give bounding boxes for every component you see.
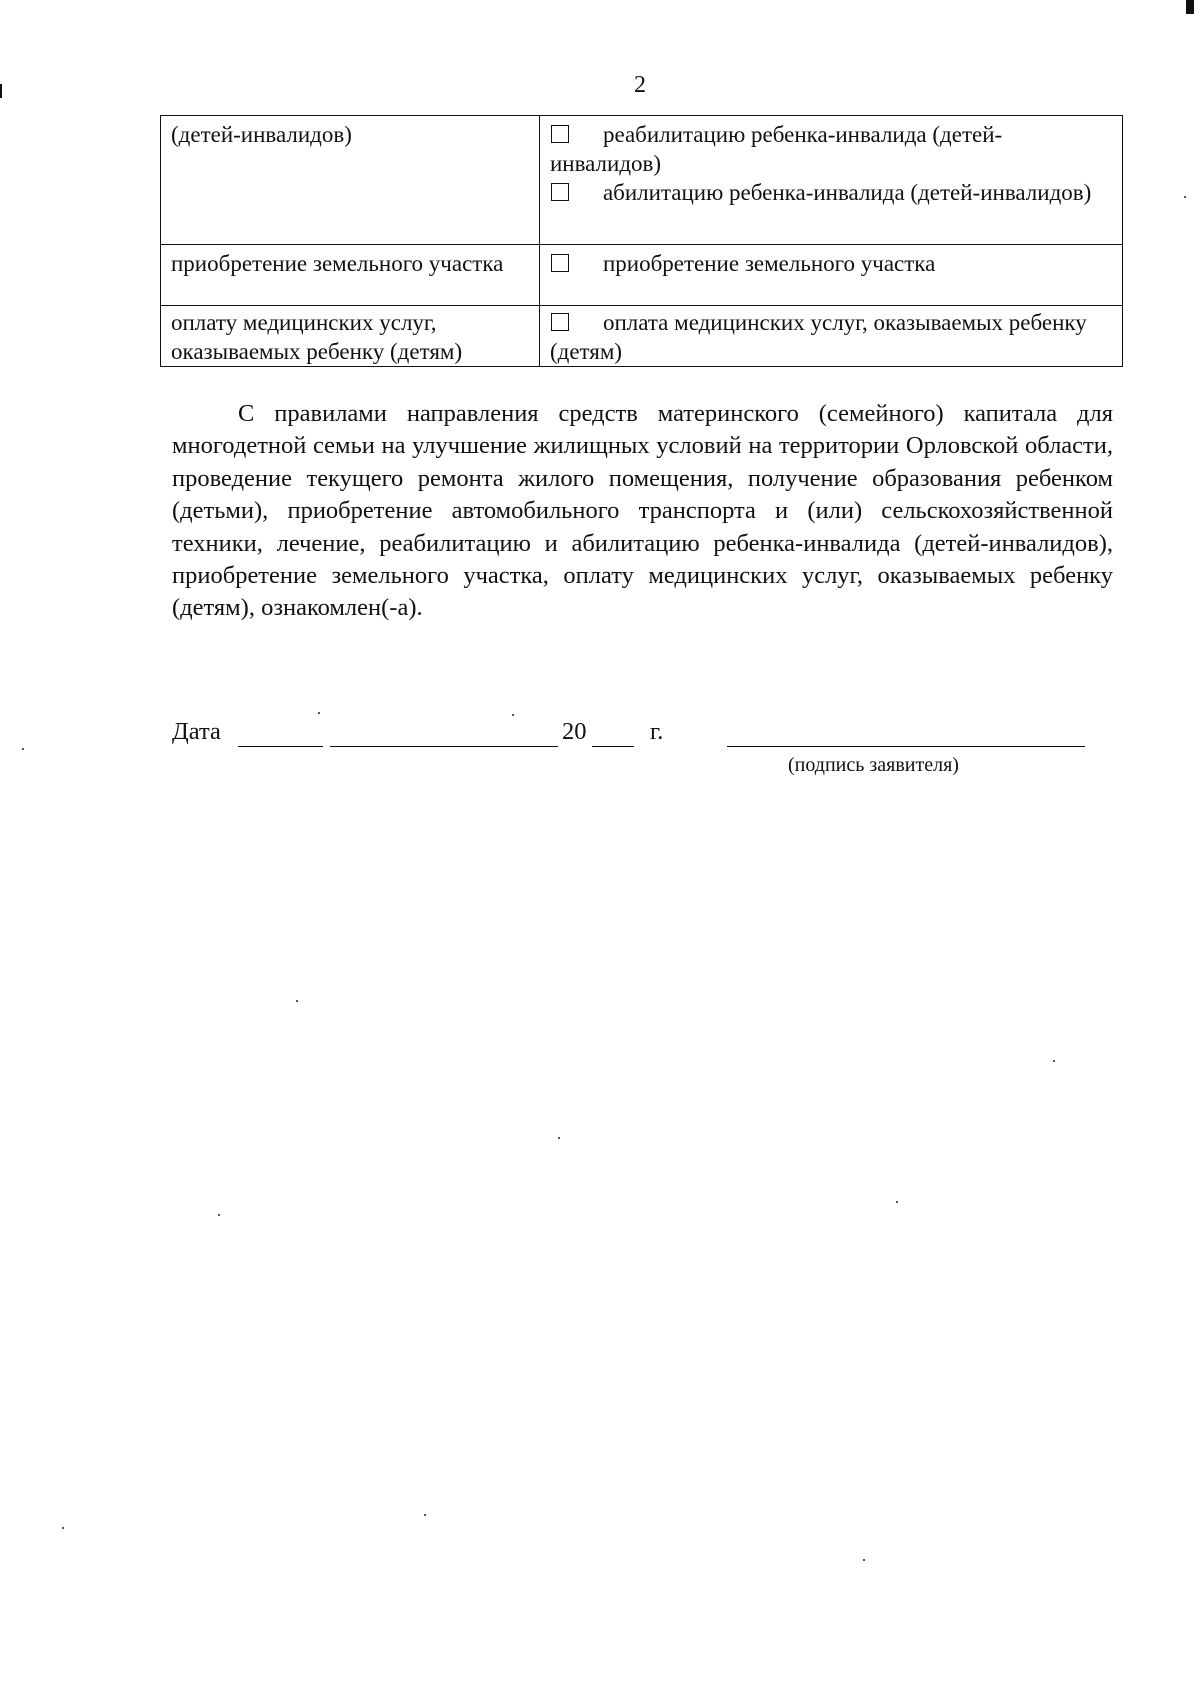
option-label: оплата медицинских услуг, оказываемых ребенку (детям)	[549, 310, 1087, 364]
table-row	[161, 116, 1123, 245]
scan-speck	[512, 714, 514, 716]
table-cell-left: приобретение земельного участка	[161, 245, 540, 306]
scan-speck	[424, 1514, 426, 1516]
option-item	[550, 120, 1112, 178]
scan-speck	[863, 1559, 865, 1561]
scan-speck	[22, 748, 24, 750]
checkbox[interactable]	[551, 313, 569, 331]
table-cell-left: (детей-инвалидов)	[161, 116, 540, 245]
page-number: 2	[634, 72, 646, 98]
option-label: приобретение земельного участка	[602, 251, 936, 276]
scan-speck	[62, 1527, 64, 1529]
date-signature-line	[172, 718, 1122, 750]
option-item	[550, 178, 1112, 207]
scan-speck	[558, 1137, 560, 1139]
table-cell-right	[539, 116, 1122, 245]
scan-edge-mark	[0, 84, 2, 98]
year-field[interactable]	[592, 718, 634, 747]
table-cell-right	[539, 245, 1122, 306]
scan-speck	[218, 1214, 220, 1216]
table-cell-left: оплату медицинских услуг, оказываемых ребенку (детям)	[161, 306, 540, 367]
month-field[interactable]	[330, 718, 558, 747]
scan-speck	[318, 712, 320, 714]
year-prefix: 20	[562, 718, 587, 745]
checkbox[interactable]	[551, 183, 569, 201]
scan-speck	[1184, 196, 1186, 198]
day-field[interactable]	[238, 718, 323, 747]
scan-speck	[1053, 1060, 1055, 1062]
option-label: абилитацию ребенка-инвалида (детей-инвалидов)	[602, 180, 1092, 205]
checkbox[interactable]	[551, 254, 569, 272]
scan-speck	[896, 1201, 898, 1203]
option-item	[550, 249, 1112, 278]
scan-speck	[296, 1000, 298, 1002]
table-row	[161, 245, 1123, 306]
option-label: реабилитацию ребенка-инвалида (детей-инвалидов)	[549, 122, 1003, 176]
signature-field[interactable]	[727, 718, 1085, 747]
checkbox[interactable]	[551, 125, 569, 143]
date-label: Дата	[172, 718, 221, 745]
acknowledgement-paragraph: С правилами направления средств материнского (семейного) капитала для многодетной семьи на улучшение жилищных условий на территории Орловской области, проведение текущего ремонта жилого помещения, получение образования ребенком (детьми), приобретение автомобильного транспорта и (или) сельскохозяйственной техники, лечение, реабилитацию и абилитацию ребенка-инвалида (детей-инвалидов), приобретение земельного участка, оплату медицинских услуг, оказываемых ребенку (детям), ознакомлен(-а).	[172, 400, 1113, 622]
table-cell-right	[539, 306, 1122, 367]
table-row	[161, 306, 1123, 367]
year-suffix: г.	[650, 718, 664, 745]
scan-edge-mark	[1186, 0, 1194, 14]
options-table	[160, 115, 1123, 367]
signature-caption: (подпись заявителя)	[788, 754, 959, 776]
option-item	[550, 308, 1112, 366]
